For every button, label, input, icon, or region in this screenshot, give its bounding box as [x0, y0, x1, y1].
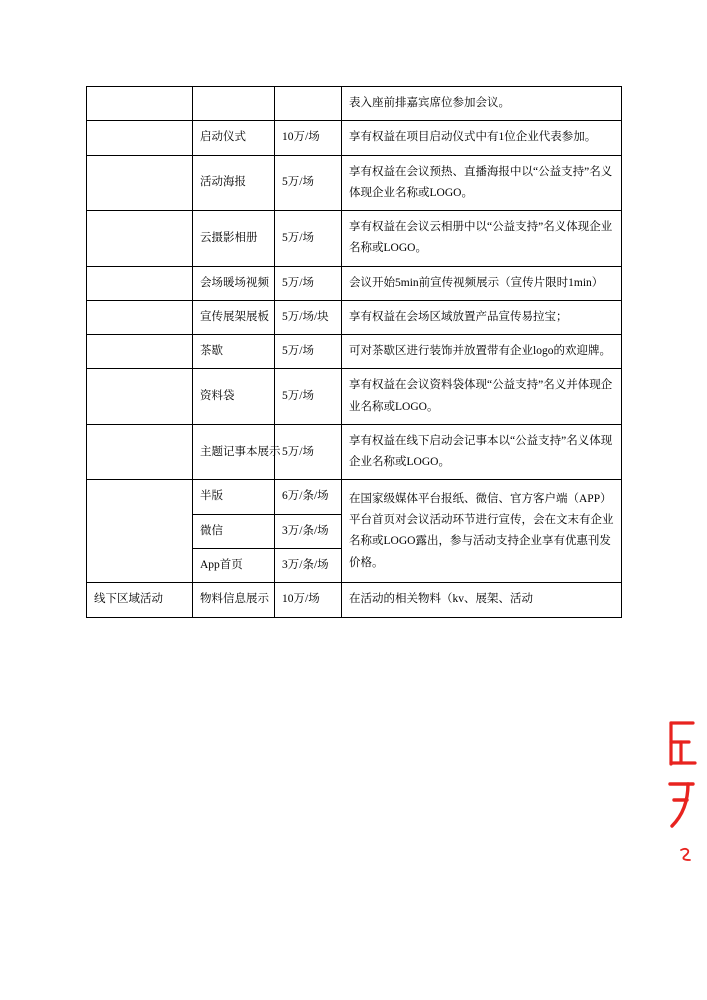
cell-price: 5万/场	[275, 424, 342, 480]
table-row	[87, 369, 622, 425]
cell-category	[87, 121, 193, 155]
cell-price: 5万/场	[275, 335, 342, 369]
cell-price: 5万/场/块	[275, 300, 342, 334]
cell-item: 云摄影相册	[193, 211, 275, 267]
cell-category	[87, 480, 193, 583]
cell-price: 5万/场	[275, 369, 342, 425]
cell-price	[275, 87, 342, 121]
cell-item	[193, 87, 275, 121]
cell-item: 微信	[193, 514, 275, 548]
cell-category: 线下区域活动	[87, 583, 193, 617]
cell-item: 半版	[193, 480, 275, 514]
cell-price: 10万/场	[275, 121, 342, 155]
table-row	[87, 335, 622, 369]
cell-desc: 在活动的相关物料（kv、展架、活动	[342, 583, 622, 617]
red-stamp-mark-upper	[667, 718, 701, 770]
cell-category	[87, 155, 193, 211]
table-row	[87, 155, 622, 211]
cell-price: 6万/条/场	[275, 480, 342, 514]
table-row	[87, 266, 622, 300]
cell-category	[87, 335, 193, 369]
table-row	[87, 211, 622, 267]
cell-category	[87, 300, 193, 334]
cell-desc: 表入座前排嘉宾席位参加会议。	[342, 87, 622, 121]
table-row	[87, 583, 622, 617]
cell-category	[87, 266, 193, 300]
cell-item: 主题记事本展示	[193, 424, 275, 480]
cell-desc: 在国家级媒体平台报纸、微信、官方客户端（APP）平台首页对会议活动环节进行宣传，会在文末有企业名称或LOGO露出，参与活动支持企业享有优惠刊发价格。	[342, 480, 622, 583]
cell-desc: 享有权益在线下启动会记事本以“公益支持”名义体现企业名称或LOGO。	[342, 424, 622, 480]
table-row	[87, 121, 622, 155]
cell-item: App首页	[193, 548, 275, 582]
cell-category	[87, 211, 193, 267]
cell-desc: 会议开始5min前宣传视频展示（宣传片限时1min）	[342, 266, 622, 300]
benefits-table	[86, 86, 622, 618]
table-row	[87, 300, 622, 334]
cell-desc: 可对茶歇区进行装饰并放置带有企业logo的欢迎牌。	[342, 335, 622, 369]
table-row	[87, 87, 622, 121]
cell-item: 资料袋	[193, 369, 275, 425]
red-stamp-mark-dot	[679, 846, 693, 864]
cell-price: 5万/场	[275, 266, 342, 300]
cell-price: 5万/场	[275, 211, 342, 267]
table-row	[87, 480, 622, 514]
red-stamp-mark-lower	[667, 778, 697, 830]
cell-category	[87, 369, 193, 425]
cell-desc: 享有权益在会议云相册中以“公益支持”名义体现企业名称或LOGO。	[342, 211, 622, 267]
table-body	[87, 87, 622, 618]
cell-price: 3万/条/场	[275, 514, 342, 548]
cell-category	[87, 424, 193, 480]
cell-item: 茶歇	[193, 335, 275, 369]
cell-price: 3万/条/场	[275, 548, 342, 582]
cell-item: 启动仪式	[193, 121, 275, 155]
cell-price: 10万/场	[275, 583, 342, 617]
cell-desc: 享有权益在会场区域放置产品宣传易拉宝；	[342, 300, 622, 334]
cell-item: 会场暖场视频	[193, 266, 275, 300]
cell-desc: 享有权益在项目启动仪式中有1位企业代表参加。	[342, 121, 622, 155]
cell-item: 物料信息展示	[193, 583, 275, 617]
cell-item: 宣传展架展板	[193, 300, 275, 334]
table-row	[87, 424, 622, 480]
cell-price: 5万/场	[275, 155, 342, 211]
cell-desc: 享有权益在会议资料袋体现“公益支持”名义并体现企业名称或LOGO。	[342, 369, 622, 425]
cell-category	[87, 87, 193, 121]
cell-item: 活动海报	[193, 155, 275, 211]
cell-desc: 享有权益在会议预热、直播海报中以“公益支持”名义体现企业名称或LOGO。	[342, 155, 622, 211]
